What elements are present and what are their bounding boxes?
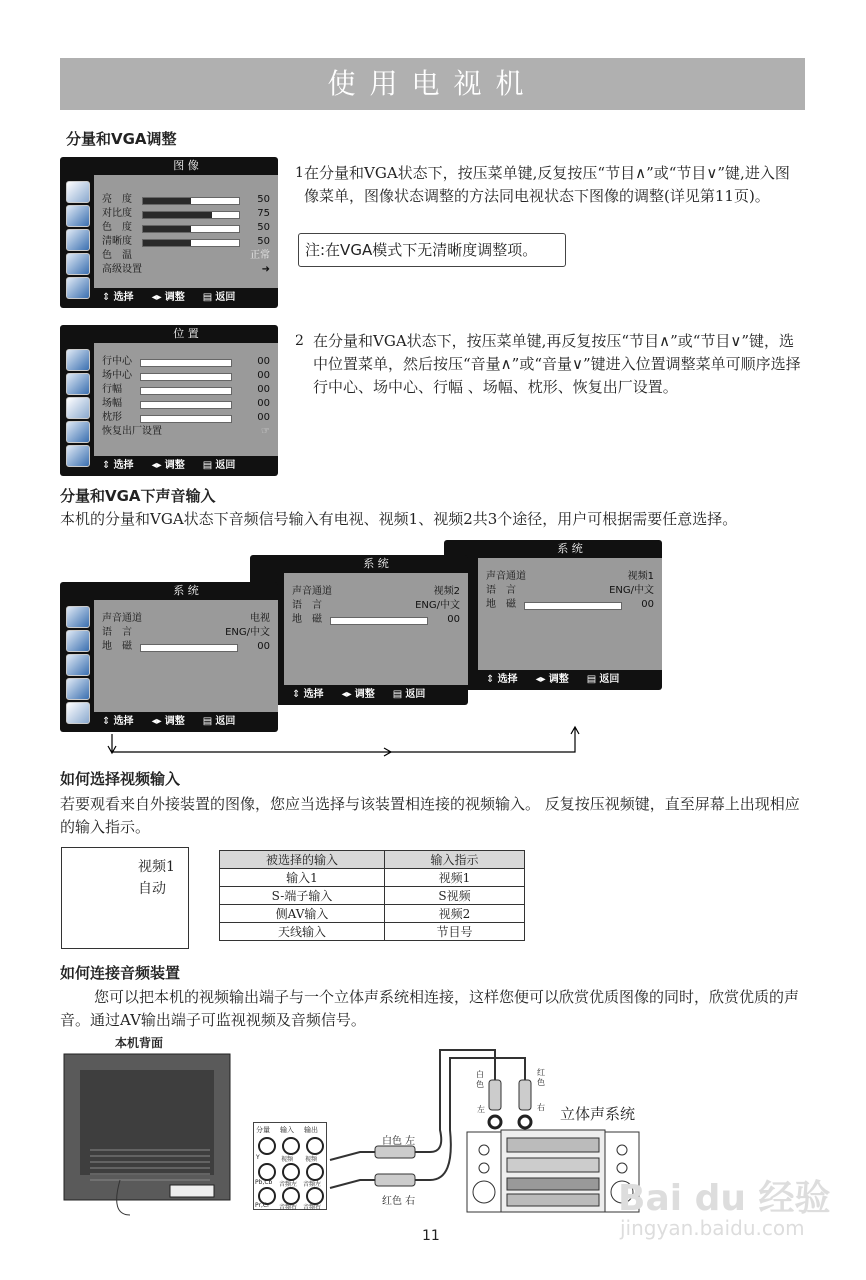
menu-title: 系 统 [557, 542, 583, 555]
panel-label: Y [256, 1154, 260, 1161]
cycle-arrows [100, 722, 590, 762]
audio-device-text: 您可以把本机的视频输出端子与一个立体声系统相连接，这样您便可以欣赏优质图像的同时，欣赏优质的声音。通过AV输出端子可监视视频及音频信号。 [60, 988, 800, 1029]
picture-icon [66, 349, 90, 371]
vga-note-box: 注:在VGA模式下无清晰度调整项。 [298, 233, 566, 267]
indicator-line-2: 自动 [138, 881, 166, 897]
table-row [220, 905, 525, 923]
picture-icon [66, 606, 90, 628]
section-heading-audio-input: 分量和VGA下声音输入 [60, 487, 216, 505]
picture-icon [66, 181, 90, 203]
table-cell: 输入1 [220, 869, 385, 887]
menu-row-color: 色 度 50 [102, 222, 270, 233]
baidu-watermark-logo: Bai du 经验 [618, 1178, 831, 1219]
menu-row-v-size: 场幅 00 [102, 398, 270, 409]
menu-row-h-size: 行幅 00 [102, 384, 270, 395]
screen-indicator-box [61, 847, 189, 949]
baidu-watermark-url: jingyan.baidu.com [620, 1216, 805, 1240]
audio-icon [66, 630, 90, 652]
panel-label: 视频 [305, 1156, 318, 1163]
panel-label: 音频右 [279, 1204, 298, 1211]
system-icon [66, 702, 90, 724]
menu-row-pincushion: 枕形 00 [102, 412, 270, 423]
audio-icon [66, 373, 90, 395]
jack-icon [258, 1137, 276, 1155]
step-2-text: 在分量和VGA状态下，按压菜单键,再反复按压“节目∧”或“节目∨”键，选中位置菜单，然后按压“音量∧”或“音量∨”键进入位置调整菜单可顺序选择行中心、场中心、行幅 、场幅、枕形、恢复出厂设置。 [313, 332, 801, 396]
system-icon [66, 445, 90, 467]
table-cell: S视频 [385, 887, 525, 905]
table-cell: 节目号 [385, 923, 525, 941]
section-heading-component-vga: 分量和VGA调整 [66, 130, 177, 148]
table-header: 输入指示 [385, 851, 525, 869]
menu-row-h-center: 行中心 00 [102, 356, 270, 367]
step-1-text: 在分量和VGA状态下，按压菜单键,反复按压“节目∧”或“节目∨”键,进入图像菜单，图像状态调整的方法同电视状态下图像的调整(详见第11页)。 [304, 164, 790, 205]
menu-row-audio-channel: 声音通道 电视 [102, 613, 270, 624]
table-cell: 视频2 [385, 905, 525, 923]
panel-label: 视频 [281, 1156, 294, 1163]
table-cell: 天线输入 [220, 923, 385, 941]
menu-title: 图 像 [173, 159, 199, 172]
menu-row-audio-channel: 声音通道 视频2 [292, 586, 460, 597]
section-heading-audio-device: 如何连接音频装置 [60, 964, 181, 982]
panel-label: 输入 [280, 1126, 294, 1134]
menu-title: 系 统 [173, 584, 199, 597]
video-input-text: 若要观看来自外接装置的图像，您应当选择与该装置相连接的视频输入。 反复按压视频键，直至屏幕上出现相应的输入指示。 [60, 795, 800, 836]
plug-label-left: 左 [477, 1105, 485, 1114]
menu-footer: ⇕ 选择 ◂▸ 调整 ▤ 返回 [292, 689, 426, 700]
menu-row-language: 语 言 ENG/中文 [102, 627, 270, 638]
position-icon [66, 229, 90, 251]
panel-label: 输出 [304, 1126, 318, 1134]
menu-row-sharpness: 清晰度 50 [102, 236, 270, 247]
panel-label: Pr,Cr [255, 1202, 270, 1209]
panel-label: 分量 [256, 1126, 270, 1134]
plug-label-right: 右 [537, 1103, 545, 1112]
panel-label: 音频左 [279, 1181, 298, 1188]
menu-row-language: 语 言 ENG/中文 [486, 585, 654, 596]
system-menu-video2 [250, 555, 468, 705]
indicator-line-1: 视频1 [138, 859, 175, 875]
panel-label: 音频右 [303, 1204, 322, 1211]
picture-menu [60, 157, 278, 308]
table-row [220, 887, 525, 905]
stereo-system-label: 立体声系统 [560, 1105, 636, 1123]
plug-label-white: 白色 [476, 1070, 484, 1089]
menu-row-v-center: 场中心 00 [102, 370, 270, 381]
table-cell: 侧AV输入 [220, 905, 385, 923]
section-heading-video-input: 如何选择视频输入 [60, 770, 181, 788]
menu-row-brightness: 亮 度 50 [102, 194, 270, 205]
system-menu-tv [60, 582, 278, 732]
table-cell: 视频1 [385, 869, 525, 887]
menu-footer: ⇕ 选择 ◂▸ 调整 ▤ 返回 [102, 716, 236, 727]
table-row [220, 923, 525, 941]
position-icon [66, 397, 90, 419]
system-icon [66, 277, 90, 299]
menu-row-language: 语 言 ENG/中文 [292, 600, 460, 611]
menu-row-contrast: 对比度 75 [102, 208, 270, 219]
step-number-2: 2 [295, 333, 304, 349]
menu-row-geomagnetic: 地 磁 00 [292, 614, 460, 625]
menu-row-color-temp: 色 温 正常 [102, 250, 270, 261]
panel-label: 音频左 [303, 1181, 322, 1188]
clock-icon [66, 678, 90, 700]
menu-row-factory-reset: 恢复出厂设置 ☞ [102, 426, 270, 437]
page-title: 使用电视机 [60, 58, 805, 110]
menu-row-geomagnetic: 地 磁 00 [486, 599, 654, 610]
tv-back-label: 本机背面 [115, 1036, 164, 1050]
step-number-1: 1 [295, 165, 304, 181]
system-menu-video1 [444, 540, 662, 690]
menu-footer: ⇕ 选择 ◂▸ 调整 ▤ 返回 [102, 460, 236, 471]
audio-input-text: 本机的分量和VGA状态下音频信号输入有电视、视频1、视频2共3个途径，用户可根据需要任意选择。 [60, 510, 738, 528]
menu-title: 系 统 [363, 557, 389, 570]
table-cell: S-端子输入 [220, 887, 385, 905]
table-row [220, 869, 525, 887]
panel-label: Pb,Cb [255, 1179, 273, 1186]
menu-row-geomagnetic: 地 磁 00 [102, 641, 270, 652]
page-number: 11 [422, 1228, 440, 1244]
menu-row-audio-channel: 声音通道 视频1 [486, 571, 654, 582]
audio-icon [66, 205, 90, 227]
menu-row-advanced: 高级设置 ➜ [102, 264, 270, 275]
cable-label-white-left: 白色 左 [382, 1136, 416, 1147]
input-table [219, 850, 525, 941]
position-menu [60, 325, 278, 476]
jack-icon [282, 1137, 300, 1155]
menu-title: 位 置 [173, 327, 199, 340]
position-icon [66, 654, 90, 676]
table-header: 被选择的输入 [220, 851, 385, 869]
clock-icon [66, 253, 90, 275]
av-jack-panel [253, 1122, 327, 1210]
plug-label-red: 红色 [537, 1068, 545, 1087]
cable-label-red-right: 红色 右 [382, 1196, 416, 1207]
tv-back-illustration [60, 1050, 236, 1220]
menu-footer: ⇕ 选择 ◂▸ 调整 ▤ 返回 [102, 292, 236, 303]
clock-icon [66, 421, 90, 443]
menu-footer: ⇕ 选择 ◂▸ 调整 ▤ 返回 [486, 674, 620, 685]
